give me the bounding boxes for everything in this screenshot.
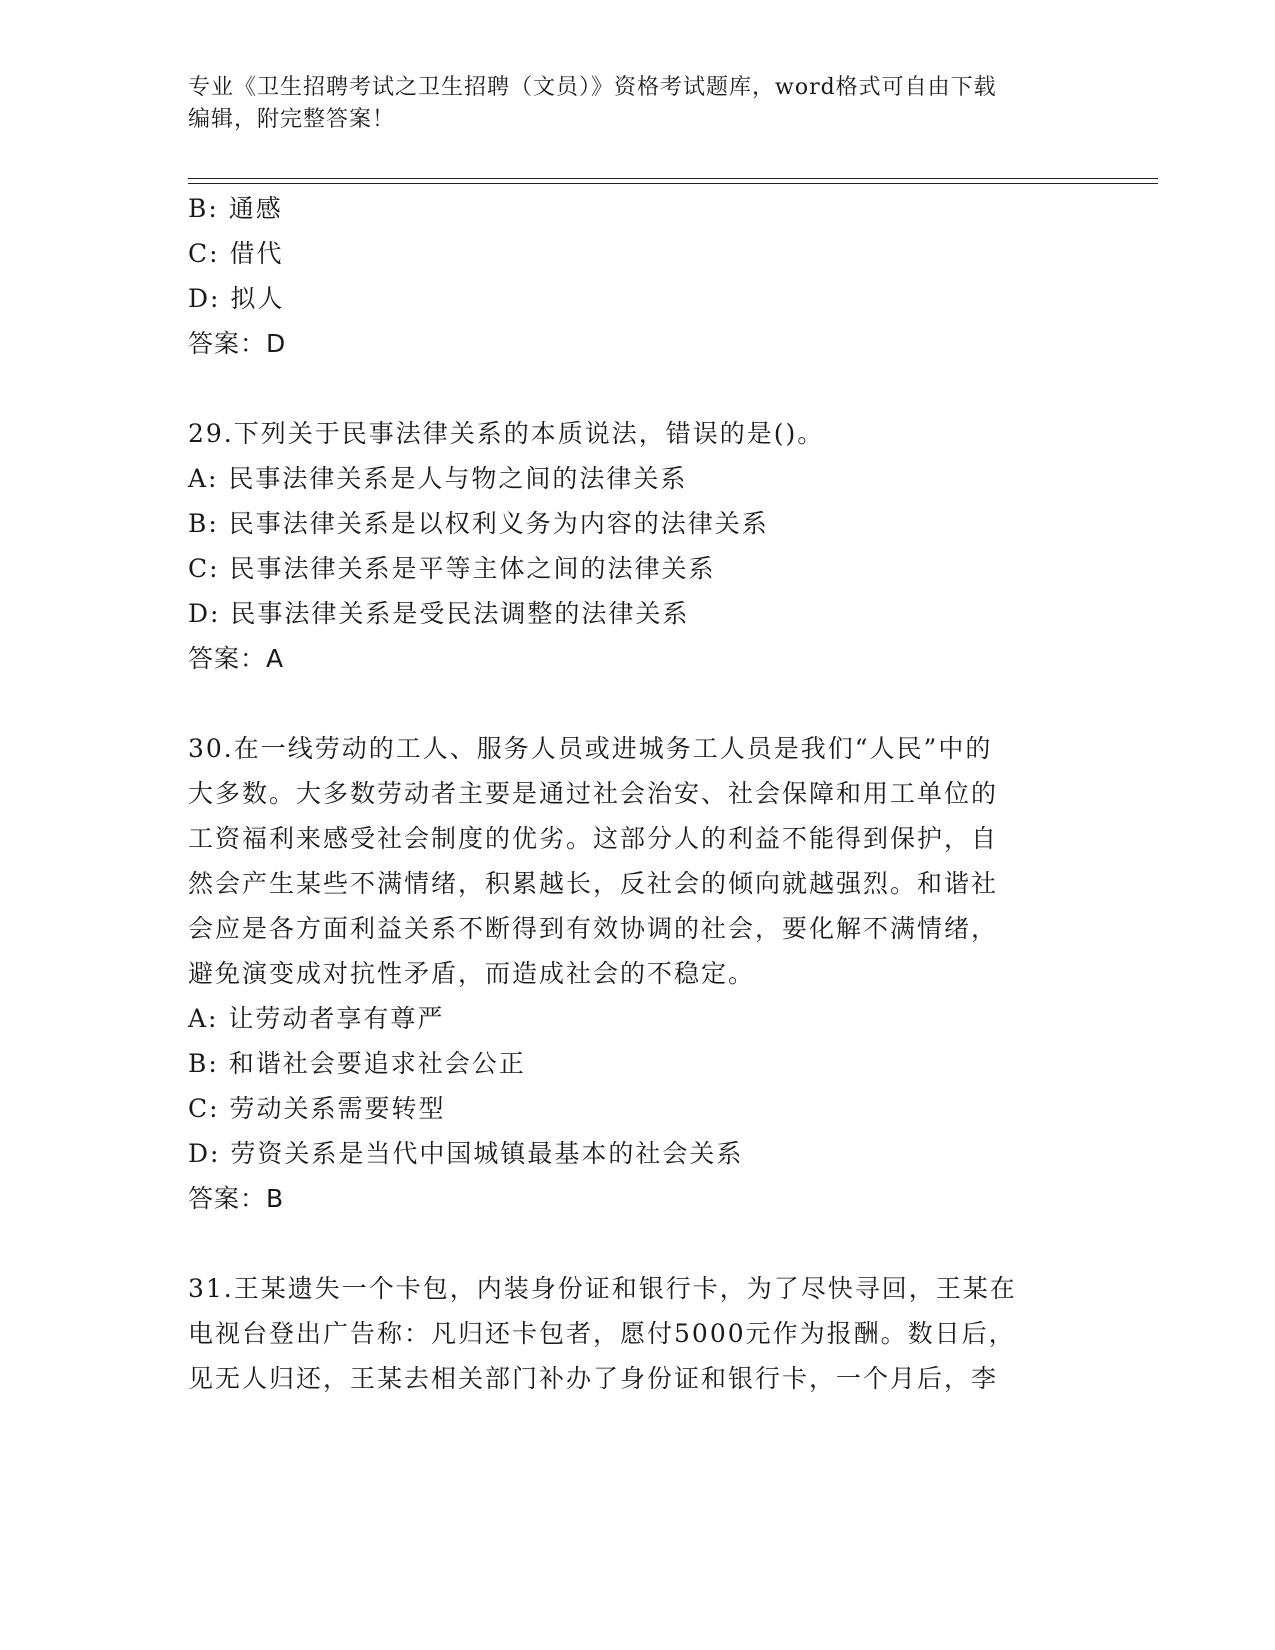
q30-option-c: C: 劳动关系需要转型	[188, 1094, 446, 1123]
q30-question-line: 大多数。大多数劳动者主要是通过社会治安、社会保障和用工单位的	[188, 779, 999, 808]
q29-option-b: B: 民事法律关系是以权利义务为内容的法律关系	[188, 509, 769, 538]
q30-question-line: 30.在一线劳动的工人、服务人员或进城务工人员是我们“人民”中的	[188, 734, 993, 763]
header-line-2: 编辑，附完整答案！	[188, 107, 396, 132]
q30-option-d: D: 劳资关系是当代中国城镇最基本的社会关系	[188, 1139, 744, 1168]
q29-question: 29.下列关于民事法律关系的本质说法，错误的是()。	[188, 419, 825, 448]
q28-option-c: C: 借代	[188, 239, 284, 268]
q29-option-c: C: 民事法律关系是平等主体之间的法律关系	[188, 554, 716, 583]
q31-question-line: 电视台登出广告称：凡归还卡包者，愿付5000元作为报酬。数日后，	[188, 1319, 1016, 1348]
q29-option-a: A: 民事法律关系是人与物之间的法律关系	[188, 464, 688, 493]
document-header	[188, 72, 1088, 136]
q30-option-b: B: 和谐社会要追求社会公正	[188, 1049, 526, 1078]
q30-answer: 答案：B	[188, 1184, 285, 1213]
q30-question-line: 避免演变成对抗性矛盾，而造成社会的不稳定。	[188, 959, 756, 988]
q29-answer: 答案：A	[188, 644, 285, 673]
q30-question-line: 然会产生某些不满情绪，积累越长，反社会的倾向就越强烈。和谐社	[188, 869, 999, 898]
q29-option-d: D: 民事法律关系是受民法调整的法律关系	[188, 599, 690, 628]
q30-question-line: 会应是各方面利益关系不断得到有效协调的社会，要化解不满情绪，	[188, 914, 999, 943]
q28-option-b: B: 通感	[188, 194, 283, 223]
q31-question-line: 见无人归还，王某去相关部门补办了身份证和银行卡，一个月后，李	[188, 1364, 999, 1393]
q30-question-line: 工资福利来感受社会制度的优劣。这部分人的利益不能得到保护，自	[188, 824, 999, 853]
header-divider-bottom	[188, 183, 1158, 184]
q30-option-a: A: 让劳动者享有尊严	[188, 1004, 445, 1033]
q31-question-line: 31.王某遗失一个卡包，内装身份证和银行卡，为了尽快寻回，王某在	[188, 1274, 1017, 1303]
q28-answer: 答案：D	[188, 329, 287, 358]
header-divider-top	[188, 178, 1158, 179]
q28-option-d: D: 拟人	[188, 284, 285, 313]
header-line-1: 专业《卫生招聘考试之卫生招聘（文员）》资格考试题库，word格式可自由下载	[188, 75, 997, 100]
